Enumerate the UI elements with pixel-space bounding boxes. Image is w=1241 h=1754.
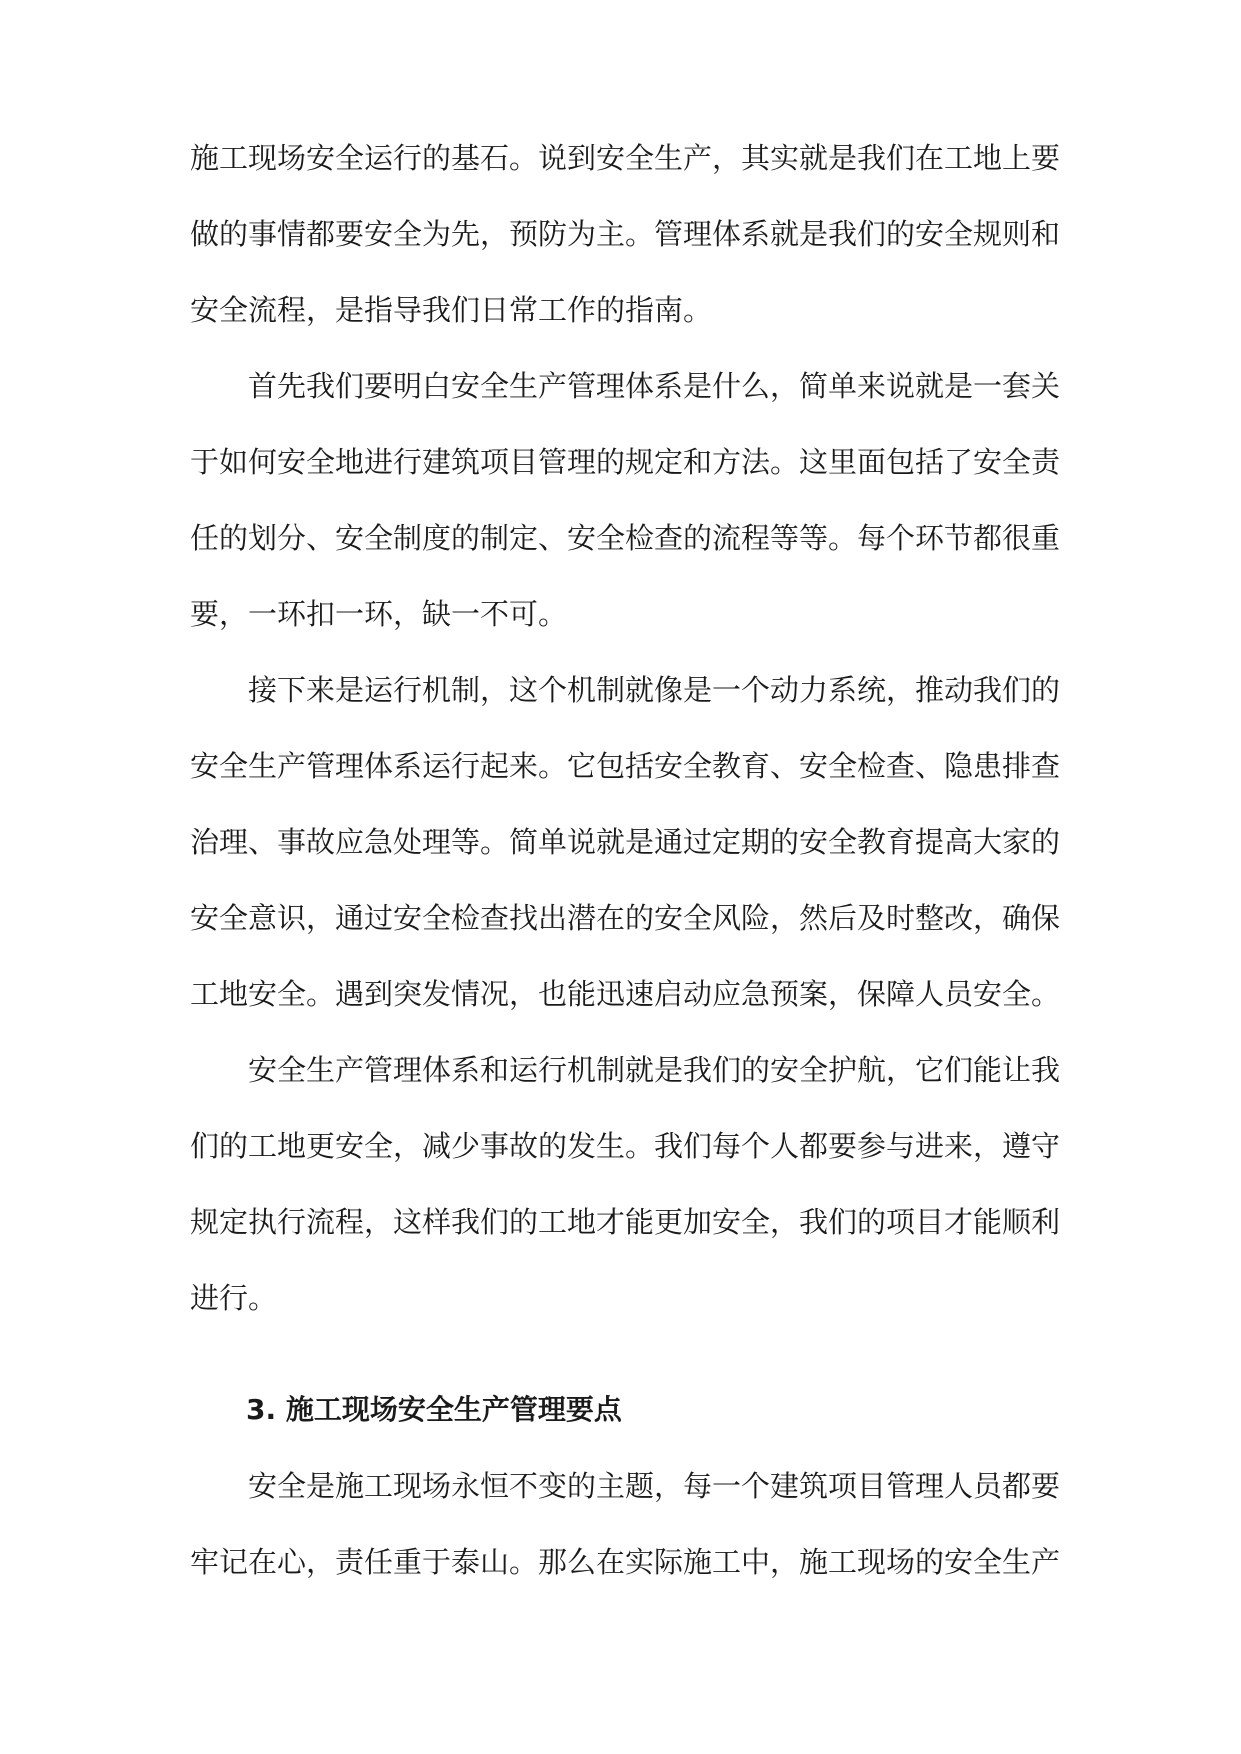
paragraph-1-line-2: 做的事情都要安全为先，预防为主。管理体系就是我们的安全规则和: [190, 217, 1061, 251]
paragraph-4-line-3: 规定执行流程，这样我们的工地才能更加安全，我们的项目才能顺利: [190, 1205, 1061, 1239]
paragraph-2-line-2: 于如何安全地进行建筑项目管理的规定和方法。这里面包括了安全责: [190, 445, 1061, 479]
paragraph-3-line-5: 工地安全。遇到突发情况，也能迅速启动应急预案，保障人员安全。: [190, 977, 1061, 1011]
paragraph-3-line-1: 接下来是运行机制，这个机制就像是一个动力系统，推动我们的: [248, 673, 1061, 707]
section-paragraph-line-2: 牢记在心，责任重于泰山。那么在实际施工中，施工现场的安全生产: [190, 1545, 1061, 1579]
paragraph-2-line-3: 任的划分、安全制度的制定、安全检查的流程等等。每个环节都很重: [190, 521, 1061, 555]
paragraph-1-line-3: 安全流程，是指导我们日常工作的指南。: [190, 293, 713, 327]
section-heading: 3. 施工现场安全生产管理要点: [246, 1393, 622, 1426]
paragraph-3-line-2: 安全生产管理体系运行起来。它包括安全教育、安全检查、隐患排查: [190, 749, 1061, 783]
section-paragraph-line-1: 安全是施工现场永恒不变的主题，每一个建筑项目管理人员都要: [248, 1469, 1061, 1503]
paragraph-2-line-1: 首先我们要明白安全生产管理体系是什么，简单来说就是一套关: [248, 369, 1061, 403]
paragraph-1-line-1: 施工现场安全运行的基石。说到安全生产，其实就是我们在工地上要: [190, 141, 1061, 175]
paragraph-4-line-4: 进行。: [190, 1281, 278, 1315]
paragraph-3-line-4: 安全意识，通过安全检查找出潜在的安全风险，然后及时整改，确保: [190, 901, 1061, 935]
paragraph-2-line-4: 要，一环扣一环，缺一不可。: [190, 597, 568, 631]
paragraph-4-line-2: 们的工地更安全，减少事故的发生。我们每个人都要参与进来，遵守: [190, 1129, 1061, 1163]
paragraph-3-line-3: 治理、事故应急处理等。简单说就是通过定期的安全教育提高大家的: [190, 825, 1061, 859]
paragraph-4-line-1: 安全生产管理体系和运行机制就是我们的安全护航，它们能让我: [248, 1053, 1061, 1087]
